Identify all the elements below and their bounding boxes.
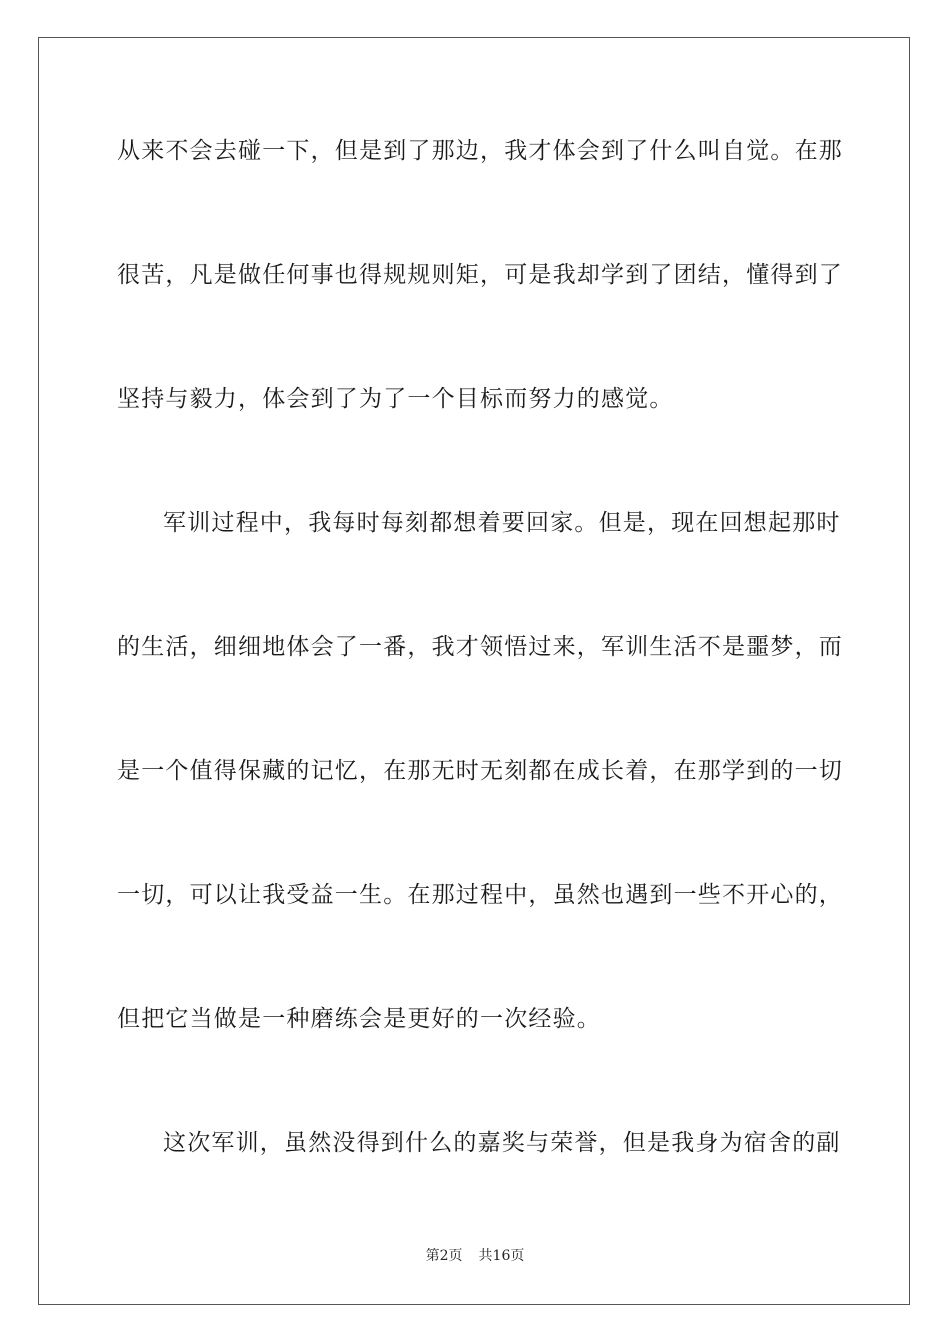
paragraph-start-line: 这次军训，虽然没得到什么的嘉奖与荣誉，但是我身为宿舍的副 xyxy=(163,1130,841,1156)
body-text-line: 一切，可以让我受益一生。在那过程中，虽然也遇到一些不开心的， xyxy=(117,882,843,908)
page-number: 第2页 xyxy=(425,1248,463,1264)
body-text-line: 是一个值得保藏的记忆，在那无时无刻都在成长着，在那学到的一切 xyxy=(117,758,843,784)
page-footer xyxy=(0,1247,950,1265)
page-border xyxy=(38,37,910,1305)
body-text-line: 但把它当做是一种磨练会是更好的一次经验。 xyxy=(117,1006,601,1032)
body-text-line: 坚持与毅力，体会到了为了一个目标而努力的感觉。 xyxy=(117,386,674,412)
total-pages: 共16页 xyxy=(478,1248,525,1264)
body-text-line: 很苦，凡是做任何事也得规规则矩，可是我却学到了团结，懂得到了 xyxy=(117,262,843,288)
body-text-line: 的生活，细细地体会了一番，我才领悟过来，军训生活不是噩梦，而 xyxy=(117,634,843,660)
body-text-line: 从来不会去碰一下，但是到了那边，我才体会到了什么叫自觉。在那 xyxy=(117,138,843,164)
paragraph-start-line: 军训过程中，我每时每刻都想着要回家。但是，现在回想起那时 xyxy=(163,510,841,536)
